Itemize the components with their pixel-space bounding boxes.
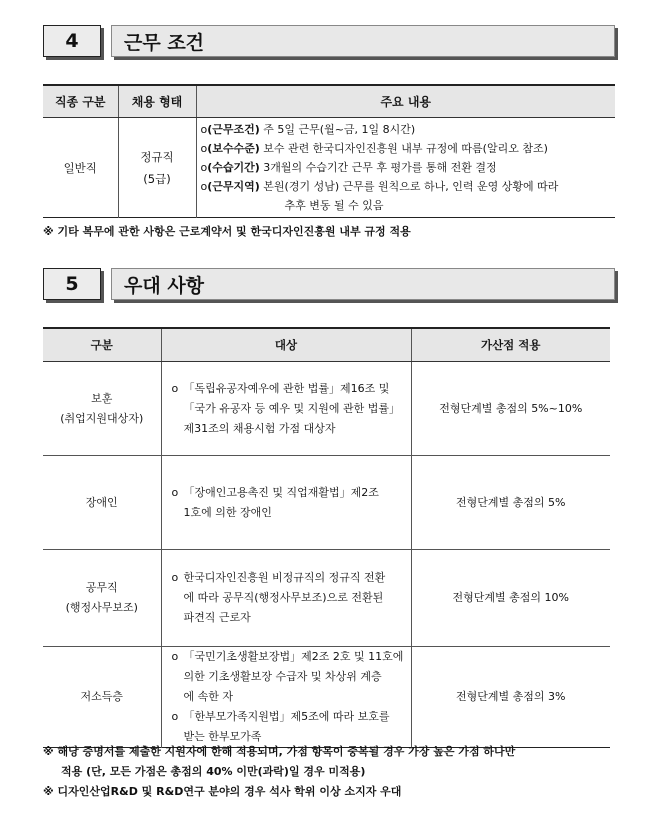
condition-label: (근무조건): [207, 123, 260, 136]
employment-grade: (5급): [143, 171, 171, 186]
target-item: [172, 647, 405, 707]
target-line: 에 속한 자: [183, 690, 233, 703]
employment-type: 정규직: [140, 149, 174, 164]
header-main-content: 주요 내용: [196, 85, 615, 118]
note-line: ※ 디자인산업R&D 및 R&D연구 분야의 경우 석사 학위 이상 소지자 우대: [43, 785, 402, 798]
preference-category: 장애인: [85, 495, 118, 509]
section-4-note: ※ 기타 복무에 관한 사항은 근로계약서 및 한국디자인진흥원 내부 규정 적용: [43, 225, 411, 238]
table-row: [43, 118, 615, 218]
condition-item: [201, 158, 612, 177]
preference-category: 저소득층: [80, 690, 123, 703]
bullet-icon: o: [171, 485, 179, 499]
header-division: 구분: [43, 328, 161, 362]
header-target: 대상: [161, 328, 411, 362]
target-text: [184, 379, 401, 439]
preference-points: 전형단계별 총점의 10%: [411, 550, 610, 647]
target-line: 한국디자인진흥원 비정규직의 정규직 전환: [183, 571, 386, 584]
condition-text: 보수 관련 한국디자인진흥원 내부 규정에 따름(알리오 참조): [263, 142, 548, 155]
target-item: [172, 379, 405, 439]
section-5-notes: [43, 742, 623, 802]
preference-target-cell: [161, 456, 411, 550]
condition-label: (보수수준): [207, 142, 260, 155]
condition-text: 3개월의 수습기간 근무 후 평가를 통해 전환 결정: [263, 161, 497, 174]
target-text: [184, 568, 386, 628]
target-text: [184, 483, 379, 523]
target-item: [172, 707, 405, 747]
preference-category: 공무직: [85, 581, 118, 594]
condition-text: 주 5일 근무(월~금, 1일 8시간): [263, 123, 416, 136]
condition-item: [201, 139, 612, 158]
condition-label: (수습기간): [207, 161, 260, 174]
bullet-icon: o: [200, 161, 208, 174]
condition-continuation: [201, 196, 612, 215]
condition-cont-text: 추후 변동 될 수 있음: [284, 199, 384, 212]
target-line: 「독립유공자예우에 관한 법률」제16조 및: [183, 381, 390, 395]
bullet-icon: o: [171, 650, 179, 663]
preference-category: 보훈: [91, 391, 113, 405]
bullet-icon: o: [200, 180, 208, 193]
condition-text: 본원(경기 성남) 근무를 원칙으로 하나, 인력 운영 상황에 따라: [263, 180, 559, 193]
preference-category-cell: [43, 362, 161, 456]
section-4-header: [43, 25, 615, 61]
note-line: 적용 (단, 모든 가점은 총점의 40% 이만(과락)일 경우 미적용): [61, 765, 366, 778]
condition-item: [201, 177, 612, 196]
preference-target-cell: [161, 647, 411, 748]
preference-target-cell: [161, 550, 411, 647]
section-5-header: [43, 268, 615, 304]
target-text: [184, 647, 404, 707]
target-line: 「장애인고용촉진 및 직업재활법」제2조: [183, 485, 379, 499]
target-line: 1호에 의한 장애인: [183, 505, 272, 519]
table-row: [43, 456, 610, 550]
target-line: 에 따라 공무직(행정사무보조)으로 전환된: [183, 591, 384, 604]
section-5-number: 5: [43, 268, 101, 300]
conditions-list: [197, 118, 616, 217]
header-bonus-points: 가산점 적용: [411, 328, 610, 362]
preference-category-cell: [43, 647, 161, 748]
preference-category-sub: (행정사무보조): [65, 601, 138, 614]
header-employment-type: 채용 형태: [118, 85, 196, 118]
note-line: ※ 해당 증명서를 제출한 지원자에 한해 적용되며, 가점 항목이 중복될 경우 가장 높은 가점 하나만: [43, 745, 516, 758]
preference-points: 전형단계별 총점의 5%~10%: [411, 362, 610, 456]
table-row: [43, 647, 610, 748]
employment-type-cell: [118, 118, 196, 218]
table-row: [43, 550, 610, 647]
condition-item: [201, 120, 612, 139]
preference-target-cell: [161, 362, 411, 456]
bullet-icon: o: [171, 571, 179, 584]
target-line: 파견직 근로자: [183, 611, 251, 624]
preference-table: [43, 327, 610, 748]
target-line: 제31조의 채용시험 가점 대상자: [183, 421, 336, 435]
target-line: 받는 한부모가족: [183, 730, 262, 743]
bullet-icon: o: [171, 381, 179, 395]
bullet-icon: o: [171, 710, 179, 723]
section-5-title: 우대 사항: [111, 268, 615, 300]
table-header-row: [43, 85, 615, 118]
condition-label: (근무지역): [207, 180, 260, 193]
preference-category-cell: [43, 456, 161, 550]
preference-category-sub: (취업지원대상자): [60, 411, 144, 425]
target-item: [172, 483, 405, 523]
conditions-cell: [196, 118, 615, 218]
target-line: 「국가 유공자 등 예우 및 지원에 관한 법률」: [183, 401, 400, 415]
table-header-row: [43, 328, 610, 362]
working-conditions-table: [43, 84, 615, 218]
section-4-number: 4: [43, 25, 101, 57]
target-text: [184, 707, 390, 747]
preference-points: 전형단계별 총점의 3%: [411, 647, 610, 748]
target-line: 「한부모가족지원법」제5조에 따라 보호를: [183, 710, 390, 723]
bullet-icon: o: [200, 142, 208, 155]
table-row: [43, 362, 610, 456]
section-4-title: 근무 조건: [111, 25, 615, 57]
target-item: [172, 568, 405, 628]
target-line: 의한 기초생활보장 수급자 및 차상위 계층: [183, 670, 382, 683]
target-line: 「국민기초생활보장법」제2조 2호 및 11호에: [183, 650, 404, 663]
preference-points: 전형단계별 총점의 5%: [411, 456, 610, 550]
preference-category-cell: [43, 550, 161, 647]
header-category: 직종 구분: [43, 85, 118, 118]
job-category: 일반직: [63, 160, 97, 175]
bullet-icon: o: [200, 123, 208, 136]
